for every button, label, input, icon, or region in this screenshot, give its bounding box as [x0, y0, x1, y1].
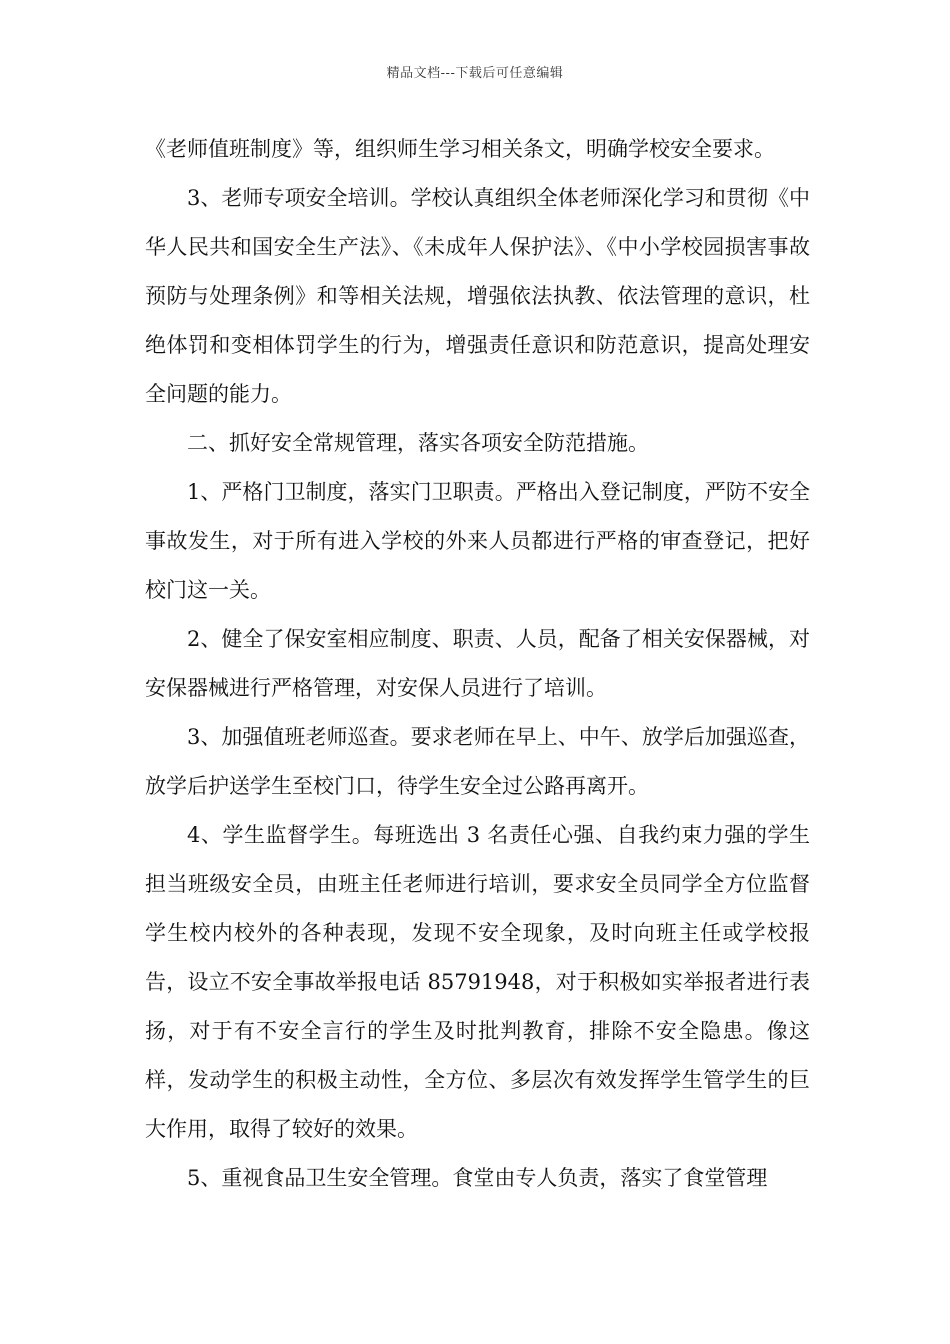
paragraph: 3、加强值班老师巡查。要求老师在早上、中午、放学后加强巡查，放学后护送学生至校门口，待学生安全过公路再离开。 — [145, 725, 810, 798]
page-header: 精品文档---下载后可任意编辑 — [386, 66, 564, 81]
paragraph: 4、学生监督学生。每班选出 3 名责任心强、自我约束力强的学生担当班级安全员，由班主任老师进行培训，要求安全员同学全方位监督学生校内校外的各种表现，发现不安全现象，及时向班主任或学校报告，设立不安全事故举报电话 85791948，对于积极如实举报者进行表扬，对于有不安全言行的学生及时批判教育，排除不安全隐患。像这样，发动学生的积极主动性，全方位、多层次有效发挥学生管学生的巨大作用，取得了较好的效果。 — [145, 823, 810, 1141]
paragraph: 2、健全了保安室相应制度、职责、人员，配备了相关安保器械，对安保器械进行严格管理，对安保人员进行了培训。 — [145, 627, 810, 700]
document-body — [145, 125, 810, 1203]
paragraph: 5、重视食品卫生安全管理。食堂由专人负责，落实了食堂管理 — [187, 1166, 768, 1190]
paragraph: 1、严格门卫制度，落实门卫职责。严格出入登记制度，严防不安全事故发生，对于所有进入学校的外来人员都进行严格的审查登记，把好校门这一关。 — [145, 480, 810, 602]
paragraph: 二、抓好安全常规管理，落实各项安全防范措施。 — [187, 431, 649, 455]
paragraph: 3、老师专项安全培训。学校认真组织全体老师深化学习和贯彻《中华人民共和国安全生产法》、《未成年人保护法》、《中小学校园损害事故预防与处理条例》和等相关法规，增强依法执教、依法管理的意识，杜绝体罚和变相体罚学生的行为，增强责任意识和防范意识，提高处理安全问题的能力。 — [145, 186, 810, 406]
paragraph: 《老师值班制度》等，组织师生学习相关条文，明确学校安全要求。 — [145, 137, 775, 161]
